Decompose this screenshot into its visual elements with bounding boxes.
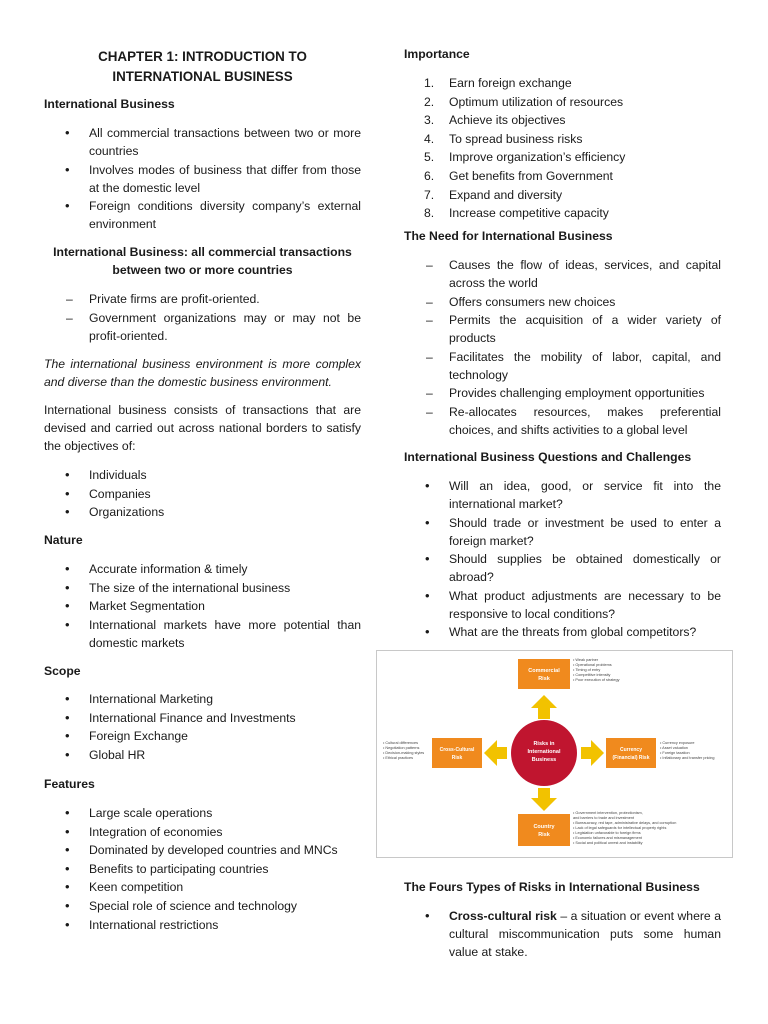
list-item: • Accurate information & timely [44,560,361,578]
svg-text:• Poor execution of strategy: • Poor execution of strategy [573,678,620,682]
svg-text:• Social and political unrest: • Social and political unrest and instability [573,841,643,845]
list-item: • Special role of science and technology [44,897,361,915]
list-item: 8. Increase competitive capacity [424,206,609,221]
ib-heading: International Business [44,97,175,111]
svg-text:• Timing of entry: • Timing of entry [573,668,601,672]
list-item: • International Marketing [44,690,361,708]
list-item: • International restrictions [44,916,361,934]
arrow-down [531,788,557,811]
svg-text:• Decision-making styles: • Decision-making styles [383,751,425,755]
list-item: – Private firms are profit-oriented. [44,290,361,308]
ib-definition-line2: between two or more countries [112,263,293,277]
list-item: • International Finance and Investments [44,709,361,727]
list-item: • Will an idea, good, or service fit into the international market? [404,477,721,513]
risks-heading: The Fours Types of Risks in International Business [404,880,700,894]
list-item: 4. To spread business risks [424,131,583,146]
risks-diagram [376,650,733,858]
scope-list [44,690,361,764]
svg-text:• Currency exposure: • Currency exposure [660,741,695,745]
list-item: • Individuals [44,466,361,484]
objectives-list [44,466,361,522]
currency-risk-box [606,738,656,768]
list-item: • Should trade or investment be used to enter a foreign market? [404,514,721,550]
svg-text:• Negotiation patterns: • Negotiation patterns [383,746,420,750]
center-line3: Business [531,757,557,763]
list-item: • All commercial transactions between two or more countries [44,124,361,160]
list-item: • The size of the international business [44,579,361,597]
list-item: • Companies [44,485,361,503]
italic-paragraph: The international business environment is more complex and diverse than the domestic business environment. [44,357,361,389]
list-item: – Government organizations may or may not be profit-oriented. [44,309,361,345]
risk-term: Cross-cultural risk [449,909,557,923]
list-item: • Large scale operations [44,804,361,822]
country-risk-box [518,814,570,846]
ib-bullet-list [44,124,361,234]
list-item: • Market Segmentation [44,597,361,615]
chapter-title-line1: CHAPTER 1: INTRODUCTION TO [98,49,307,64]
list-item: • Foreign Exchange [44,727,361,745]
ib-definition-line1: International Business: all commercial transactions [53,245,352,259]
svg-text:Country: Country [533,824,555,830]
svg-text:• Foreign taxation: • Foreign taxation [660,751,690,755]
svg-text:• Weak partner: • Weak partner [573,658,599,662]
nature-list [44,560,361,652]
list-item [404,907,721,961]
list-item: • Should supplies be obtained domestically or abroad? [404,550,721,586]
svg-text:Risk: Risk [451,755,463,761]
list-item: 3. Achieve its objectives [424,113,566,128]
list-item: 6. Get benefits from Government [424,168,613,183]
need-list [404,256,721,440]
svg-text:Cross-Cultural: Cross-Cultural [439,747,475,753]
arrow-up [531,695,557,719]
nature-heading: Nature [44,533,83,547]
svg-text:and barriers to trade and inve: and barriers to trade and investment [573,816,634,820]
list-item: 7. Expand and diversity [424,187,563,202]
arrow-right [581,740,604,766]
objectives-paragraph: International business consists of transactions that are devised and carried out across national borders to satisfy the objectives of: [44,403,361,453]
svg-text:Risk: Risk [538,832,550,838]
svg-text:• Bureaucracy, red tape, admin: • Bureaucracy, red tape, administrative delays, and corruption [573,821,677,825]
arrow-left [484,740,507,766]
risk-description: – a situation or event where a cultural miscommunication puts some human value at stake. [449,909,721,959]
list-item: – Facilitates the mobility of labor, capital, and technology [404,348,721,384]
list-item: • International markets have more potential than domestic markets [44,616,361,652]
list-item: • Organizations [44,503,361,521]
svg-text:(Financial) Risk: (Financial) Risk [612,755,650,761]
risks-list [404,907,721,962]
list-item: – Offers consumers new choices [404,293,721,311]
features-list [44,804,361,934]
list-item: 1. Earn foreign exchange [424,76,572,90]
questions-heading: International Business Questions and Challenges [404,450,692,464]
list-item: • Benefits to participating countries [44,860,361,878]
importance-heading: Importance [404,47,470,61]
list-item: 2. Optimum utilization of resources [424,94,624,109]
ib-definition [44,243,361,279]
features-heading: Features [44,777,95,791]
svg-text:Commercial: Commercial [528,668,560,674]
scope-heading: Scope [44,664,81,678]
list-item: • Foreign conditions diversity company’s external environment [44,197,361,233]
svg-text:Currency: Currency [620,747,642,753]
list-item: 5. Improve organization’s efficiency [424,150,626,165]
list-item: – Causes the flow of ideas, services, and capital across the world [404,256,721,292]
risks-diagram-svg [377,651,732,857]
svg-text:• Asset valuation: • Asset valuation [660,746,688,750]
svg-text:• Ethical practices: • Ethical practices [383,756,414,760]
list-item: • Global HR [44,746,361,764]
commercial-risk-box [518,659,570,689]
list-item: • Dominated by developed countries and MNCs [44,841,361,859]
svg-text:• Lack of legal safeguards for: • Lack of legal safeguards for intellectual property rights [573,826,667,830]
svg-text:• Legislation unfavorable to f: • Legislation unfavorable to foreign firms [573,831,641,835]
list-item: • Keen competition [44,878,361,896]
need-heading: The Need for International Business [404,229,613,243]
list-item: • What are the threats from global competitors? [404,623,721,641]
chapter-title-line2: INTERNATIONAL BUSINESS [112,69,293,84]
svg-text:• Economic failures and misman: • Economic failures and mismanagement [573,836,642,840]
center-line1: Risks in [533,741,555,747]
chapter-title [44,47,361,87]
svg-text:Risk: Risk [538,676,550,682]
ib-dash-list [44,290,361,345]
svg-text:• Competitive intensity: • Competitive intensity [573,673,611,677]
svg-text:• Cultural differences: • Cultural differences [383,741,419,745]
list-item: – Re-allocates resources, makes preferential choices, and shifts activities to a global level [404,403,721,439]
list-item: – Provides challenging employment opportunities [404,384,721,402]
list-item: – Permits the acquisition of a wider variety of products [404,311,721,347]
questions-list [404,477,721,642]
svg-text:• Inflationary and transfer pr: • Inflationary and transfer pricing [660,756,715,760]
svg-text:• Government intervention, pro: • Government intervention, protectionism, [573,811,643,815]
svg-text:• Operational problems: • Operational problems [573,663,612,667]
list-item: • Involves modes of business that differ from those at the domestic level [44,161,361,197]
importance-list [404,74,721,223]
list-item: • What product adjustments are necessary to be responsive to local conditions? [404,587,721,623]
cross-cultural-risk-box [432,738,482,768]
center-line2: International [527,749,561,755]
list-item: • Integration of economies [44,823,361,841]
